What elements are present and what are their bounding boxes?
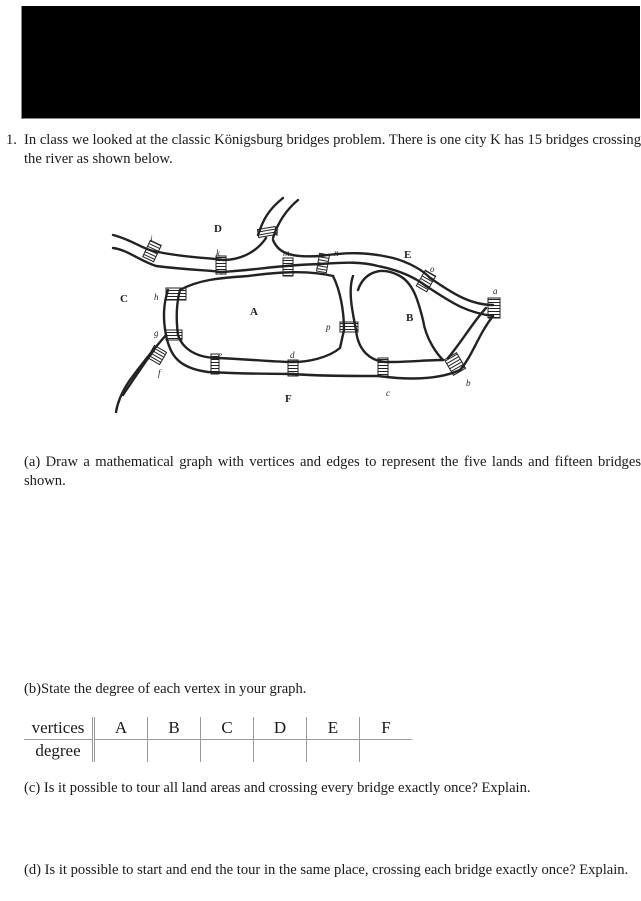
river-channels bbox=[113, 198, 493, 412]
bridge-d bbox=[288, 360, 298, 376]
bridge-label-d: d bbox=[290, 350, 295, 360]
degree-table bbox=[24, 717, 412, 762]
degree-label: degree bbox=[24, 740, 94, 763]
bridge-label-l: l bbox=[276, 228, 279, 238]
question-1-text: In class we looked at the classic Königsburg bridges problem. There is one city K has 15 bridges crossing the river as shown below. bbox=[24, 132, 641, 167]
bridge-label-c: c bbox=[386, 388, 390, 398]
land-label-A: A bbox=[250, 306, 258, 318]
land-label-B: B bbox=[406, 312, 414, 324]
bridge-m bbox=[283, 258, 293, 276]
land-label-E: E bbox=[404, 249, 412, 261]
land-label-F: F bbox=[285, 393, 292, 405]
bridges-diagram bbox=[108, 190, 528, 415]
bridge-b bbox=[444, 353, 465, 376]
redacted-header-block bbox=[21, 6, 640, 119]
bridge-a bbox=[488, 298, 500, 318]
bridge-label-o: o bbox=[430, 264, 435, 274]
bridge-c bbox=[378, 358, 388, 376]
vertex-D: D bbox=[254, 717, 307, 740]
bridge-label-a: a bbox=[493, 286, 498, 296]
land-label-D: D bbox=[214, 223, 222, 235]
bridge-label-m: m bbox=[283, 248, 290, 258]
question-number: 1. bbox=[6, 132, 17, 148]
part-c-text: (c) Is it possible to tour all land areas and crossing every bridge exactly once? Explain. bbox=[24, 780, 531, 796]
degree-row bbox=[24, 740, 412, 763]
bridge-label-f: f bbox=[158, 368, 161, 378]
degree-A[interactable] bbox=[94, 740, 148, 763]
vertices-row bbox=[24, 717, 412, 740]
bridge-h bbox=[166, 288, 186, 300]
degree-D[interactable] bbox=[254, 740, 307, 763]
bridge-k bbox=[216, 256, 226, 274]
degree-C[interactable] bbox=[201, 740, 254, 763]
bridge-label-k: k bbox=[216, 248, 220, 258]
part-b-text: (b)State the degree of each vertex in your graph. bbox=[24, 681, 307, 697]
vertices-label: vertices bbox=[24, 717, 94, 740]
bridge-label-g: g bbox=[154, 328, 159, 338]
bridge-label-n: n bbox=[334, 248, 339, 258]
land-label-C: C bbox=[120, 293, 128, 305]
degree-F[interactable] bbox=[360, 740, 413, 763]
part-a-text: (a) Draw a mathematical graph with vertices and edges to represent the five lands and fifteen bridges shown. bbox=[24, 454, 641, 489]
bridge-p bbox=[340, 322, 358, 332]
vertex-E: E bbox=[307, 717, 360, 740]
bridge-label-i: i bbox=[150, 234, 153, 244]
vertex-F: F bbox=[360, 717, 413, 740]
bridge-label-b: b bbox=[466, 378, 471, 388]
vertex-C: C bbox=[201, 717, 254, 740]
bridge-label-p: p bbox=[326, 322, 331, 332]
question-1 bbox=[6, 131, 641, 169]
part-d-text: (d) Is it possible to start and end the tour in the same place, crossing each bridge exactly once? Explain. bbox=[24, 862, 629, 878]
vertex-B: B bbox=[148, 717, 201, 740]
degree-B[interactable] bbox=[148, 740, 201, 763]
bridge-f bbox=[147, 345, 166, 364]
degree-E[interactable] bbox=[307, 740, 360, 763]
bridge-g bbox=[166, 330, 182, 340]
vertex-A: A bbox=[94, 717, 148, 740]
bridge-label-h: h bbox=[154, 292, 159, 302]
bridge-label-e: e bbox=[218, 350, 222, 360]
